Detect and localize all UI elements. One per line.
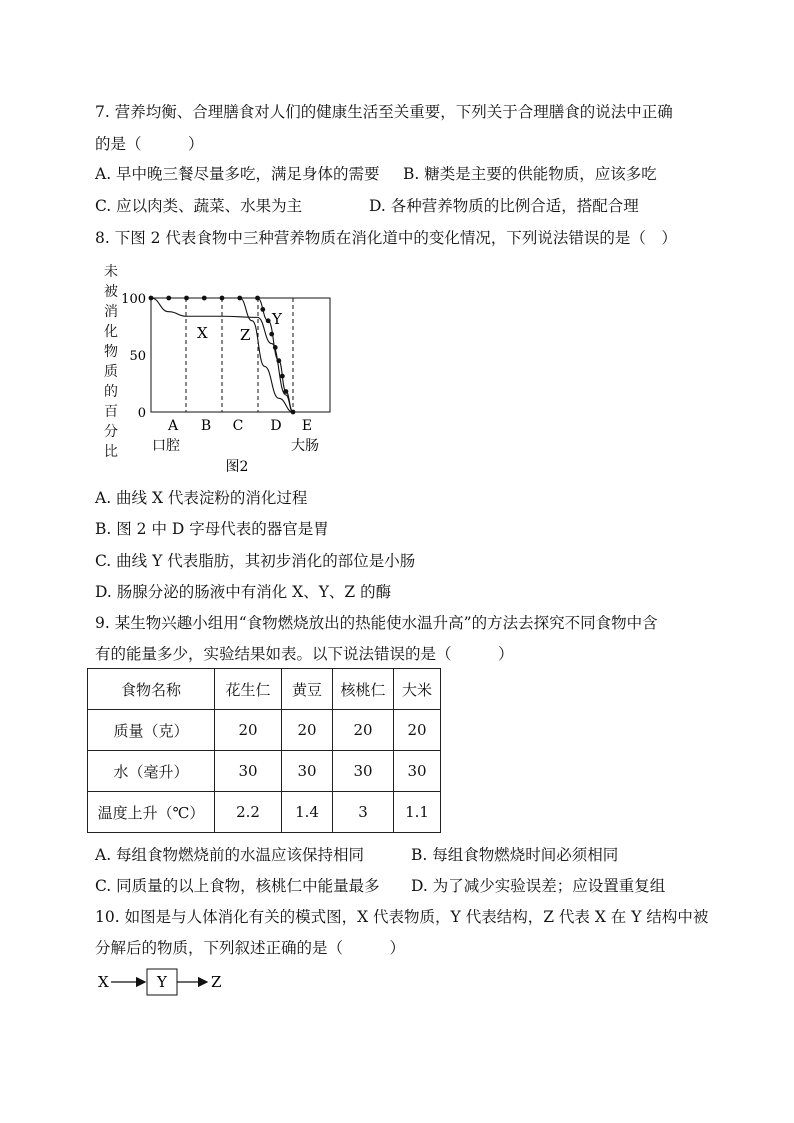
table-cell: 1.1 <box>394 792 441 833</box>
ytick-100: 100 <box>121 292 146 307</box>
table-cell: 20 <box>215 710 282 751</box>
organ-label-large-intestine: 大肠 <box>291 438 319 454</box>
plot-frame <box>151 298 330 412</box>
q8-stem: 8. 下图 2 代表食物中三种营养物质在消化道中的变化情况，下列说法错误的是（ ） <box>95 229 677 247</box>
q7-stem-line1: 7. 营养均衡、合理膳食对人们的健康生活至关重要，下列关于合理膳食的说法中正确 <box>95 103 673 121</box>
curve-y-point <box>273 345 278 350</box>
ylabel-char: 被 <box>104 284 118 300</box>
table-cell: 温度上升（℃） <box>88 792 215 833</box>
ylabel-char: 百 <box>104 404 118 420</box>
q10-stem-line2: 分解后的物质，下列叙述正确的是（ ） <box>95 939 406 957</box>
curve-label-x: X <box>197 324 208 342</box>
xtick-b: B <box>200 418 212 434</box>
xtick-a: A <box>167 418 179 434</box>
q8-option-a[interactable]: A. 曲线 X 代表淀粉的消化过程 <box>95 489 308 507</box>
diagram-x: X <box>98 973 109 991</box>
table-cell: 20 <box>394 710 441 751</box>
food-energy-table <box>87 668 441 833</box>
table-cell: 2.2 <box>215 792 282 833</box>
ylabel-char: 分 <box>104 424 118 440</box>
table-cell: 3 <box>333 792 394 833</box>
organ-label-mouth: 口腔 <box>152 438 180 454</box>
table-cell: 30 <box>282 751 333 792</box>
table-cell: 20 <box>282 710 333 751</box>
curve-y-point <box>280 374 285 379</box>
q9-stem-line1: 9. 某生物兴趣小组用“食物燃烧放出的热能使水温升高”的方法去探究不同食物中含 <box>95 614 658 632</box>
table-header-cell: 大米 <box>394 669 441 710</box>
q9-option-a[interactable]: A. 每组食物燃烧前的水温应该保持相同 <box>95 846 365 864</box>
q8-option-c[interactable]: C. 曲线 Y 代表脂肪，其初步消化的部位是小肠 <box>95 552 416 570</box>
q9-stem-line2: 有的能量多少，实验结果如表。以下说法错误的是（ ） <box>95 645 514 663</box>
ytick-50: 50 <box>129 349 146 364</box>
q9-option-c[interactable]: C. 同质量的以上食物，核桃仁中能量最多 <box>95 877 380 895</box>
q8-option-d[interactable]: D. 肠腺分泌的肠液中有消化 X、Y、Z 的酶 <box>95 583 392 601</box>
table-cell: 1.4 <box>282 792 333 833</box>
table-row <box>88 751 441 792</box>
table-cell: 水（毫升） <box>88 751 215 792</box>
diagram-z: Z <box>211 973 222 991</box>
table-cell: 30 <box>394 751 441 792</box>
q10-stem-line1: 10. 如图是与人体消化有关的模式图，X 代表物质，Y 代表结构，Z 代表 X 在 Y 结构中被 <box>95 908 709 926</box>
q7-option-c[interactable]: C. 应以肉类、蔬菜、水果为主 <box>95 197 303 215</box>
ylabel-char: 物 <box>104 344 118 360</box>
table-header-cell: 核桃仁 <box>333 669 394 710</box>
q7-stem-line2: 的是（ ） <box>95 135 204 153</box>
ytick-0: 0 <box>137 406 146 421</box>
q8-figure-chart <box>95 258 335 480</box>
curve-y-point <box>266 318 271 323</box>
table-cell: 20 <box>333 710 394 751</box>
q9-option-d[interactable]: D. 为了减少实验误差；应设置重复组 <box>411 877 666 895</box>
curve-y-point <box>255 296 260 301</box>
xtick-e: E <box>301 418 313 434</box>
q7-option-b[interactable]: B. 糖类是主要的供能物质，应该多吃 <box>403 165 657 183</box>
ylabel-char: 消 <box>104 304 118 320</box>
xtick-d: D <box>270 418 282 434</box>
figure-caption: 图2 <box>225 459 249 475</box>
ylabel-char: 比 <box>104 444 118 460</box>
curve-y-point <box>260 307 265 312</box>
table-header-cell: 食物名称 <box>88 669 215 710</box>
ylabel-char: 未 <box>104 264 118 280</box>
curve-y-point <box>284 389 289 394</box>
curve-label-z: Z <box>240 326 251 344</box>
ylabel-char: 化 <box>104 324 118 340</box>
q7-option-d[interactable]: D. 各种营养物质的比例合适，搭配合理 <box>369 197 639 215</box>
diagram-y: Y <box>157 973 167 991</box>
curve-label-y: Y <box>272 310 282 328</box>
xtick-c: C <box>232 418 244 434</box>
table-cell: 30 <box>215 751 282 792</box>
table-header-cell: 黄豆 <box>282 669 333 710</box>
table-header-cell: 花生仁 <box>215 669 282 710</box>
q10-xyz-diagram <box>95 966 235 998</box>
table-header-row <box>88 669 441 710</box>
curve-y-point <box>269 332 274 337</box>
q9-option-b[interactable]: B. 每组食物燃烧时间必须相同 <box>411 846 619 864</box>
table-row <box>88 792 441 833</box>
table-cell: 质量（克） <box>88 710 215 751</box>
ylabel-char: 的 <box>104 384 118 400</box>
q7-option-a[interactable]: A. 早中晚三餐尽量多吃，满足身体的需要 <box>95 165 380 183</box>
table-cell: 30 <box>333 751 394 792</box>
table-row <box>88 710 441 751</box>
curve-y-point <box>276 358 281 363</box>
ylabel-char: 质 <box>104 364 118 380</box>
q8-option-b[interactable]: B. 图 2 中 D 字母代表的器官是胃 <box>95 520 329 538</box>
